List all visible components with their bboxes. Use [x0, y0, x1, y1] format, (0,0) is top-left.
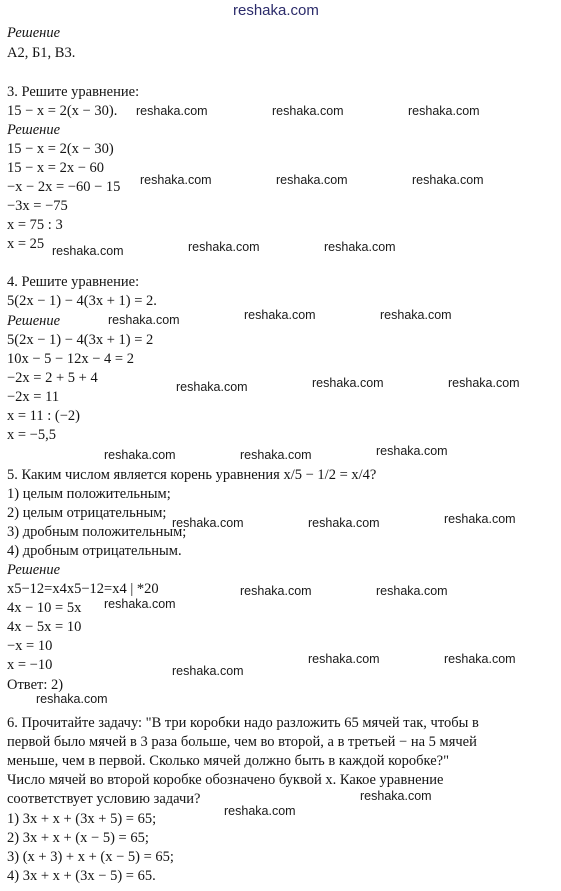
solution-step: x = −10	[7, 657, 53, 673]
watermark: reshaka.com	[444, 652, 516, 666]
watermark: reshaka.com	[136, 104, 208, 118]
watermark: reshaka.com	[312, 376, 384, 390]
watermark: reshaka.com	[324, 240, 396, 254]
solution-step: −x = 10	[7, 638, 53, 654]
task-4-equation: 5(2x − 1) − 4(3x + 1) = 2.	[7, 293, 157, 309]
solution-step: −2x = 2 + 5 + 4	[7, 370, 98, 386]
solution-step: x = 11 : (−2)	[7, 408, 81, 424]
task-6-text: меньше, чем в первой. Сколько мячей должно быть в каждой коробке?"	[7, 753, 450, 769]
watermark-top: reshaka.com	[233, 2, 319, 19]
solution-step: 15 − x = 2(x − 30)	[7, 141, 114, 157]
solution-heading: Решение	[7, 562, 61, 578]
watermark: reshaka.com	[172, 516, 244, 530]
task-6-text: 6. Прочитайте задачу: "В три коробки надо разложить 65 мячей так, чтобы в	[7, 715, 479, 731]
solution-step: 4x − 5x = 10	[7, 619, 82, 635]
answer-line: Ответ: 2)	[7, 677, 64, 693]
watermark: reshaka.com	[308, 652, 380, 666]
watermark: reshaka.com	[360, 789, 432, 803]
answer-option: 2) 3x + x + (x − 5) = 65;	[7, 830, 149, 846]
task-6-text: соответствует условию задачи?	[7, 791, 201, 807]
solution-heading: Решение	[7, 25, 61, 41]
answer-option: 1) целым положительным;	[7, 486, 171, 502]
solution-step: x = 25	[7, 236, 45, 252]
answer-option: 1) 3x + x + (3x + 5) = 65;	[7, 811, 157, 827]
task-3-equation: 15 − x = 2(x − 30).	[7, 103, 118, 119]
solution-step: −3x = −75	[7, 198, 68, 214]
watermark: reshaka.com	[408, 104, 480, 118]
watermark: reshaka.com	[376, 444, 448, 458]
watermark: reshaka.com	[104, 597, 176, 611]
watermark: reshaka.com	[376, 584, 448, 598]
answer-option: 4) 3x + x + (3x − 5) = 65.	[7, 868, 156, 884]
solution-step: 15 − x = 2x − 60	[7, 160, 105, 176]
solution-step: −2x = 11	[7, 389, 60, 405]
watermark: reshaka.com	[276, 173, 348, 187]
answer-option: 2) целым отрицательным;	[7, 505, 167, 521]
watermark: reshaka.com	[172, 664, 244, 678]
solution-heading: Решение	[7, 122, 61, 138]
task-4-title: 4. Решите уравнение:	[7, 274, 140, 290]
watermark: reshaka.com	[272, 104, 344, 118]
task-3-title: 3. Решите уравнение:	[7, 84, 140, 100]
watermark: reshaka.com	[412, 173, 484, 187]
answer-option: 3) (x + 3) + x + (x − 5) = 65;	[7, 849, 174, 865]
watermark: reshaka.com	[176, 380, 248, 394]
answer-line: А2, Б1, В3.	[7, 45, 76, 61]
solution-step: 10x − 5 − 12x − 4 = 2	[7, 351, 134, 367]
watermark: reshaka.com	[244, 308, 316, 322]
watermark: reshaka.com	[240, 448, 312, 462]
answer-option: 3) дробным положительным;	[7, 524, 187, 540]
task-6-text: Число мячей во второй коробке обозначено буквой x. Какое уравнение	[7, 772, 444, 788]
solution-step: x = −5,5	[7, 427, 56, 443]
watermark: reshaka.com	[52, 244, 124, 258]
solution-step: 5(2x − 1) − 4(3x + 1) = 2	[7, 332, 154, 348]
watermark: reshaka.com	[444, 512, 516, 526]
watermark: reshaka.com	[140, 173, 212, 187]
answer-option: 4) дробным отрицательным.	[7, 543, 182, 559]
watermark: reshaka.com	[108, 313, 180, 327]
task-5-title: 5. Каким числом является корень уравнения x/5 − 1/2 = x/4?	[7, 467, 377, 483]
solution-heading: Решение	[7, 313, 61, 329]
watermark: reshaka.com	[240, 584, 312, 598]
watermark: reshaka.com	[188, 240, 260, 254]
solution-step: −x − 2x = −60 − 15	[7, 179, 121, 195]
watermark: reshaka.com	[380, 308, 452, 322]
watermark: reshaka.com	[448, 376, 520, 390]
watermark: reshaka.com	[308, 516, 380, 530]
task-6-text: первой было мячей в 3 раза больше, чем во второй, а в третьей − на 5 мячей	[7, 734, 477, 750]
watermark: reshaka.com	[104, 448, 176, 462]
watermark: reshaka.com	[224, 804, 296, 818]
solution-step: 4x − 10 = 5x	[7, 600, 82, 616]
watermark: reshaka.com	[36, 692, 108, 706]
solution-step: x5−12=x4x5−12=x4 | *20	[7, 581, 159, 597]
solution-step: x = 75 : 3	[7, 217, 63, 233]
